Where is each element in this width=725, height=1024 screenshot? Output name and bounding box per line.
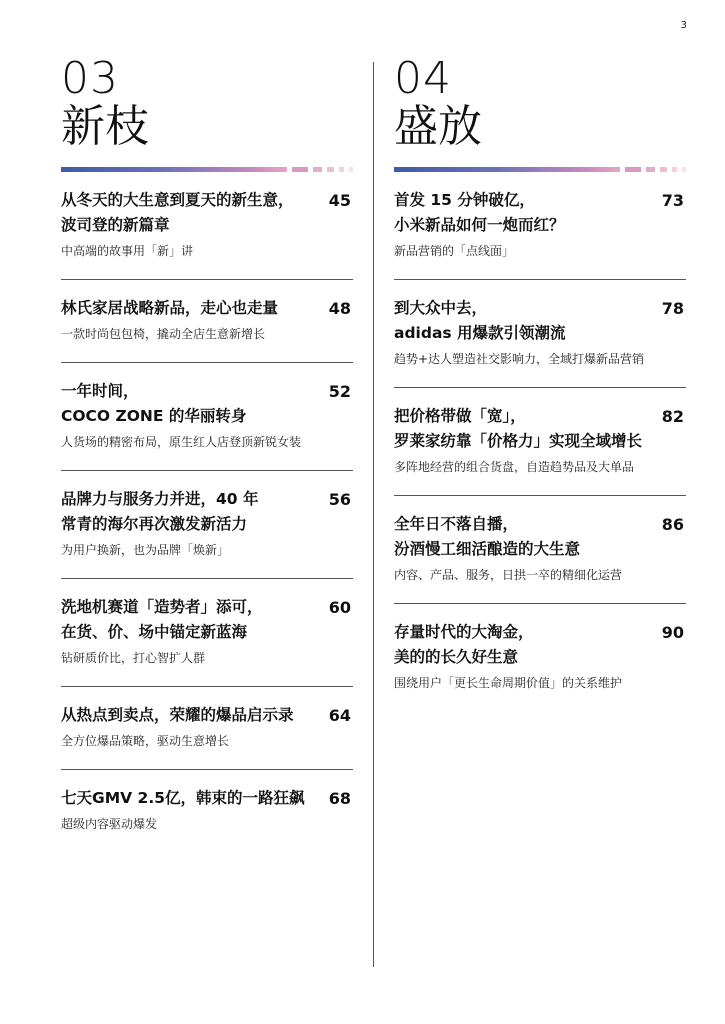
toc-entry-subtitle: 一款时尚包包椅，撬动全店生意新增长 [61,327,266,341]
toc-entry-subtitle: 内容、产品、服务，日拱一卒的精细化运营 [394,568,623,582]
toc-entry-page: 78 [661,299,684,318]
toc-entry[interactable] [394,172,686,261]
title-line: 从冬天的大生意到夏天的新生意， [61,191,294,209]
toc-entries [394,172,686,693]
title-line: 常青的海尔再次激发新活力 [61,515,248,533]
toc-entry-title [61,595,353,645]
title-line: 从热点到卖点，荣耀的爆品启示录 [61,706,294,724]
toc-entry-subtitle: 钻研质价比，打心智扩人群 [61,651,206,665]
section-number: 03 [61,53,119,104]
section-04 [394,55,686,693]
toc-entry-title [394,188,686,238]
title-line: adidas 用爆款引领潮流 [394,324,566,342]
toc-entry-subtitle: 人货场的精密布局，原生红人店登顶新锐女装 [61,435,302,449]
toc-entry-page: 64 [328,706,351,725]
toc-entry-title [61,296,353,321]
title-line: 波司登的新篇章 [61,216,170,234]
title-line: 罗莱家纺靠「价格力」实现全域增长 [394,432,643,450]
toc-entry[interactable] [394,387,686,477]
title-line: 七天GMV 2.5亿，韩束的一路狂飙 [61,789,305,807]
toc-entry-page: 82 [661,407,684,426]
section-03 [61,55,353,834]
toc-entry-subtitle: 趋势+达人塑造社交影响力，全域打爆新品营销 [394,352,645,366]
toc-entry-title [394,296,686,346]
toc-entry-title [61,703,353,728]
toc-entry-title [61,786,353,811]
toc-entry[interactable] [61,769,353,834]
toc-entry-title [394,404,686,454]
title-line: 一年时间， [61,382,139,400]
toc-entry-title [61,487,353,537]
section-title: 盛放 [394,101,482,152]
toc-entry-subtitle: 中高端的故事用「新」讲 [61,244,194,258]
title-line: 存量时代的大淘金， [394,623,534,641]
toc-entry-title [394,512,686,562]
title-line: 美的的长久好生意 [394,648,519,666]
toc-entry-title [394,620,686,670]
toc-entry-subtitle: 超级内容驱动爆发 [61,817,158,831]
toc-entry-page: 48 [328,299,351,318]
toc-entry-page: 60 [328,598,351,617]
toc-entry-page: 90 [661,623,684,642]
toc-entry[interactable] [61,172,353,261]
toc-entries [61,172,353,834]
title-line: 把价格带做「宽」， [394,407,526,425]
toc-entry-page: 68 [328,789,351,808]
title-line: COCO ZONE 的华丽转身 [61,407,247,425]
toc-entry-page: 73 [661,191,684,210]
title-line: 在货、价、场中锚定新蓝海 [61,623,248,641]
toc-entry-page: 56 [328,490,351,509]
toc-entry-subtitle: 新品营销的「点线面」 [394,244,515,258]
toc-entry[interactable] [61,578,353,668]
column-divider [373,62,374,967]
title-line: 首发 15 分钟破亿， [394,191,535,209]
toc-entry-subtitle: 围绕用户「更长生命周期价值」的关系维护 [394,676,623,690]
toc-entry-subtitle: 多阵地经营的组合货盘，自造趋势品及大单品 [394,460,635,474]
toc-entry-page: 52 [328,382,351,401]
toc-entry[interactable] [394,495,686,585]
title-line: 林氏家居战略新品，走心也走量 [61,299,279,317]
toc-entry-title [61,188,353,238]
toc-entry-subtitle: 全方位爆品策略，驱动生意增长 [61,734,230,748]
title-line: 到大众中去， [394,299,488,317]
title-line: 全年日不落自播， [394,515,519,533]
page-number: 3 [680,20,687,31]
title-line: 品牌力与服务力并进，40 年 [61,490,259,508]
toc-entry-page: 86 [661,515,684,534]
toc-entry[interactable] [394,603,686,693]
toc-entry[interactable] [61,686,353,751]
title-line: 洗地机赛道「造势者」添可， [61,598,263,616]
toc-entry[interactable] [61,470,353,560]
toc-entry[interactable] [61,279,353,344]
section-title: 新枝 [61,101,149,152]
section-number: 04 [394,53,452,104]
toc-entry-page: 45 [328,191,351,210]
title-line: 小米新品如何一炮而红？ [394,216,565,234]
toc-entry[interactable] [61,362,353,452]
toc-entry-subtitle: 为用户换新，也为品牌「焕新」 [61,543,230,557]
toc-entry[interactable] [394,279,686,369]
toc-entry-title [61,379,353,429]
title-line: 汾酒慢工细活酿造的大生意 [394,540,581,558]
